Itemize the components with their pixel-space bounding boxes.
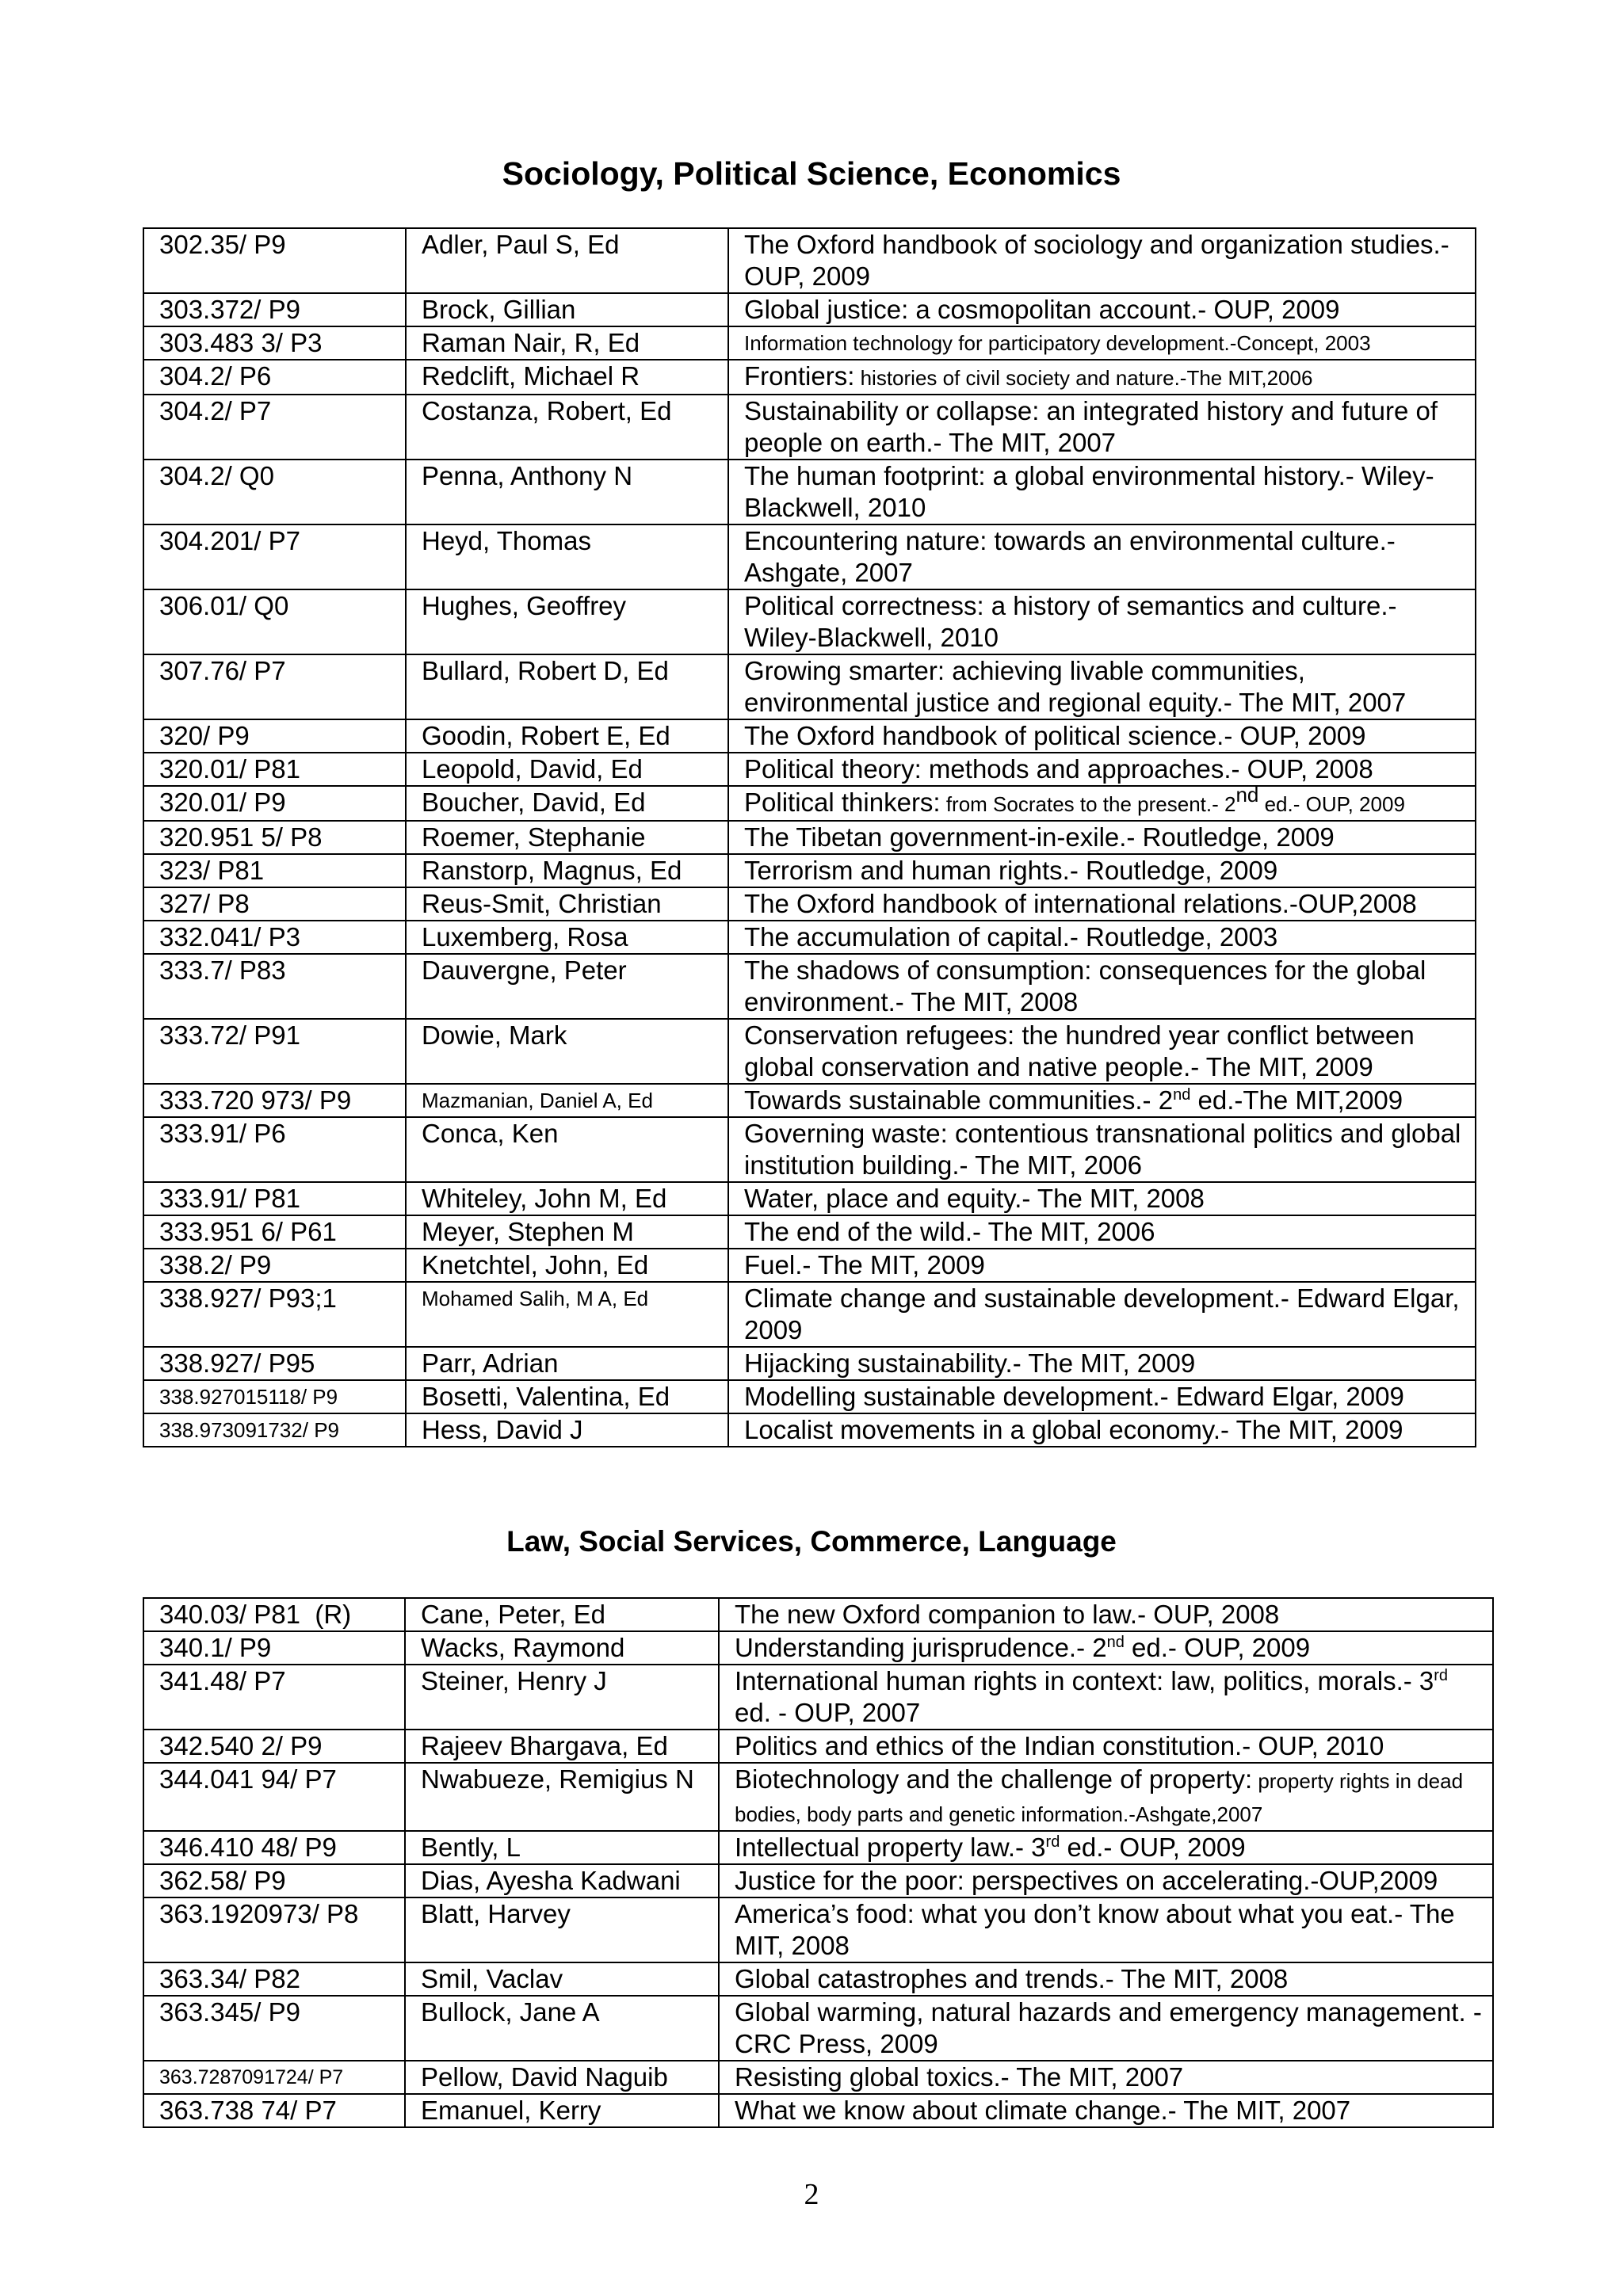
author: Ranstorp, Magnus, Ed: [406, 854, 728, 887]
author: Parr, Adrian: [406, 1347, 728, 1380]
author: Dowie, Mark: [406, 1019, 728, 1084]
table-row: [143, 1996, 1493, 2061]
table-row: [143, 1249, 1476, 1282]
author: Hughes, Geoffrey: [406, 589, 728, 654]
table-row: [143, 395, 1476, 460]
book-title: [719, 1763, 1493, 1831]
author: Boucher, David, Ed: [406, 786, 728, 821]
author: Redclift, Michael R: [406, 360, 728, 395]
author: Dias, Ayesha Kadwani: [405, 1864, 719, 1897]
title-main: Towards sustainable communities.- 2: [744, 1085, 1174, 1115]
author: Costanza, Robert, Ed: [406, 395, 728, 460]
call-number: 363.1920973/ P8: [143, 1897, 405, 1962]
call-number: 341.48/ P7: [143, 1665, 405, 1730]
author: Conca, Ken: [406, 1117, 728, 1182]
call-number: 303.372/ P9: [143, 293, 406, 326]
call-number: 333.72/ P91: [143, 1019, 406, 1084]
author: Penna, Anthony N: [406, 460, 728, 524]
title-main: International human rights in context: law, politics, morals.- 3: [735, 1666, 1434, 1695]
author: Leopold, David, Ed: [406, 753, 728, 786]
title-subtitle: histories of civil society and nature.-The MIT,2006: [854, 366, 1313, 390]
author: Emanuel, Kerry: [405, 2094, 719, 2127]
book-title: Global catastrophes and trends.- The MIT, 2008: [719, 1962, 1493, 1996]
book-title: [728, 786, 1476, 821]
book-title: Political theory: methods and approaches.- OUP, 2008: [728, 753, 1476, 786]
author: Mohamed Salih, M A, Ed: [406, 1282, 728, 1347]
table-row: [143, 1282, 1476, 1347]
title-main: Understanding jurisprudence.- 2: [735, 1633, 1107, 1662]
author: Smil, Vaclav: [405, 1962, 719, 1996]
book-title: Politics and ethics of the Indian constitution.- OUP, 2010: [719, 1730, 1493, 1763]
title-edition: ed. - OUP, 2007: [735, 1698, 921, 1727]
title-subtitle: property rights in dead bodies, body parts and genetic information.-Ashgate,2007: [735, 1769, 1464, 1826]
title-main: Intellectual property law.- 3: [735, 1833, 1046, 1862]
table-row: [143, 921, 1476, 954]
table-row: [143, 887, 1476, 921]
book-title: The human footprint: a global environmental history.- Wiley-Blackwell, 2010: [728, 460, 1476, 524]
ordinal-suffix: nd: [1173, 1086, 1191, 1104]
call-number: 320.01/ P81: [143, 753, 406, 786]
call-number: 363.345/ P9: [143, 1996, 405, 2061]
book-title: Justice for the poor: perspectives on accelerating.-OUP,2009: [719, 1864, 1493, 1897]
title-main: Political thinkers:: [744, 788, 941, 817]
call-number: 320.01/ P9: [143, 786, 406, 821]
call-number: 338.973091732/ P9: [143, 1413, 406, 1447]
title-edition: ed.- OUP, 2009: [1124, 1633, 1311, 1662]
author: Heyd, Thomas: [406, 524, 728, 589]
book-title: Localist movements in a global economy.- The MIT, 2009: [728, 1413, 1476, 1447]
table-row: [143, 1380, 1476, 1413]
title-edition: ed.- OUP, 2009: [1258, 792, 1405, 816]
book-title: [719, 1831, 1493, 1864]
table-row: [143, 524, 1476, 589]
call-number: 323/ P81: [143, 854, 406, 887]
table-row: [143, 854, 1476, 887]
book-title: Resisting global toxics.- The MIT, 2007: [719, 2061, 1493, 2094]
section-heading-sociology: Sociology, Political Science, Economics: [502, 155, 1121, 192]
table-row: [143, 1631, 1493, 1665]
book-title: [719, 1631, 1493, 1665]
call-number: 363.34/ P82: [143, 1962, 405, 1996]
title-edition: ed.-The MIT,2009: [1190, 1085, 1403, 1115]
call-number: 304.2/ Q0: [143, 460, 406, 524]
author: Wacks, Raymond: [405, 1631, 719, 1665]
table-row: [143, 1182, 1476, 1215]
author: Steiner, Henry J: [405, 1665, 719, 1730]
table-row: [143, 1665, 1493, 1730]
book-title: Encountering nature: towards an environmental culture.- Ashgate, 2007: [728, 524, 1476, 589]
book-title: Growing smarter: achieving livable communities, environmental justice and regional equity.- The MIT, 2007: [728, 654, 1476, 719]
book-title: Terrorism and human rights.- Routledge, 2009: [728, 854, 1476, 887]
author: Reus-Smit, Christian: [406, 887, 728, 921]
author: Knetchtel, John, Ed: [406, 1249, 728, 1282]
ordinal-suffix: rd: [1434, 1667, 1449, 1684]
author: Cane, Peter, Ed: [405, 1598, 719, 1631]
catalog-table-sociology: [143, 227, 1476, 1447]
call-number: 363.7287091724/ P7: [143, 2061, 405, 2094]
table-row: [143, 2061, 1493, 2094]
author: Adler, Paul S, Ed: [406, 228, 728, 293]
call-number: 338.927/ P93;1: [143, 1282, 406, 1347]
table-row: [143, 1347, 1476, 1380]
call-number: 340.1/ P9: [143, 1631, 405, 1665]
book-title: The Oxford handbook of international relations.-OUP,2008: [728, 887, 1476, 921]
author: Rajeev Bhargava, Ed: [405, 1730, 719, 1763]
call-number: 333.720 973/ P9: [143, 1084, 406, 1117]
table-row: [143, 326, 1476, 360]
book-title: [719, 1665, 1493, 1730]
book-title: Governing waste: contentious transnational politics and global institution building.- The MIT, 2006: [728, 1117, 1476, 1182]
book-title: [728, 1084, 1476, 1117]
table-row: [143, 1117, 1476, 1182]
table-row: [143, 719, 1476, 753]
table-row: [143, 1215, 1476, 1249]
call-number: 342.540 2/ P9: [143, 1730, 405, 1763]
table-row: [143, 1730, 1493, 1763]
call-number: 302.35/ P9: [143, 228, 406, 293]
table-row: [143, 1831, 1493, 1864]
author: Bosetti, Valentina, Ed: [406, 1380, 728, 1413]
table-row: [143, 1864, 1493, 1897]
ordinal-suffix: rd: [1045, 1833, 1060, 1851]
title-main: Biotechnology and the challenge of property:: [735, 1764, 1253, 1794]
call-number: 338.927015118/ P9: [143, 1380, 406, 1413]
book-title: The accumulation of capital.- Routledge, 2003: [728, 921, 1476, 954]
table-row: [143, 1019, 1476, 1084]
call-number: 346.410 48/ P9: [143, 1831, 405, 1864]
call-number: 303.483 3/ P3: [143, 326, 406, 360]
author: Mazmanian, Daniel A, Ed: [406, 1084, 728, 1117]
book-title: Political correctness: a history of semantics and culture.- Wiley-Blackwell, 2010: [728, 589, 1476, 654]
book-title: What we know about climate change.- The MIT, 2007: [719, 2094, 1493, 2127]
call-number: 307.76/ P7: [143, 654, 406, 719]
table-row: [143, 460, 1476, 524]
book-title: The shadows of consumption: consequences for the global environment.- The MIT, 2008: [728, 954, 1476, 1019]
table-row: [143, 360, 1476, 395]
page-number: 2: [804, 2178, 819, 2211]
call-number: 327/ P8: [143, 887, 406, 921]
call-number: 304.201/ P7: [143, 524, 406, 589]
call-number: 304.2/ P6: [143, 360, 406, 395]
author: Roemer, Stephanie: [406, 821, 728, 854]
author: Nwabueze, Remigius N: [405, 1763, 719, 1831]
call-number: 333.7/ P83: [143, 954, 406, 1019]
title-subtitle: from Socrates to the present.- 2: [940, 792, 1236, 816]
author: Brock, Gillian: [406, 293, 728, 326]
section-heading-law: Law, Social Services, Commerce, Language: [506, 1525, 1117, 1558]
table-row: [143, 1598, 1493, 1631]
table-row: [143, 1897, 1493, 1962]
author: Dauvergne, Peter: [406, 954, 728, 1019]
call-number: 320/ P9: [143, 719, 406, 753]
table-row: [143, 228, 1476, 293]
book-title: [728, 360, 1476, 395]
call-number: 304.2/ P7: [143, 395, 406, 460]
book-title: The Oxford handbook of sociology and organization studies.- OUP, 2009: [728, 228, 1476, 293]
table-row: [143, 1084, 1476, 1117]
book-title: Sustainability or collapse: an integrated history and future of people on earth.- The MIT, 2007: [728, 395, 1476, 460]
author: Goodin, Robert E, Ed: [406, 719, 728, 753]
ordinal-suffix: nd: [1235, 786, 1259, 807]
title-edition: ed.- OUP, 2009: [1060, 1833, 1246, 1862]
author: Bullock, Jane A: [405, 1996, 719, 2061]
call-number: 338.2/ P9: [143, 1249, 406, 1282]
book-title: The end of the wild.- The MIT, 2006: [728, 1215, 1476, 1249]
author: Bullard, Robert D, Ed: [406, 654, 728, 719]
title-main: Frontiers:: [744, 361, 855, 391]
table-row: [143, 1763, 1493, 1831]
book-title: Modelling sustainable development.- Edward Elgar, 2009: [728, 1380, 1476, 1413]
call-number: 333.91/ P81: [143, 1182, 406, 1215]
book-title: Global justice: a cosmopolitan account.- OUP, 2009: [728, 293, 1476, 326]
author: Meyer, Stephen M: [406, 1215, 728, 1249]
table-row: [143, 786, 1476, 821]
table-row: [143, 2094, 1493, 2127]
book-title: Hijacking sustainability.- The MIT, 2009: [728, 1347, 1476, 1380]
catalog-table-law: [143, 1597, 1494, 2128]
call-number: 340.03/ P81 (R): [143, 1598, 405, 1631]
table-row: [143, 753, 1476, 786]
table-row: [143, 821, 1476, 854]
call-number: 332.041/ P3: [143, 921, 406, 954]
ordinal-suffix: nd: [1106, 1634, 1125, 1651]
table-row: [143, 293, 1476, 326]
call-number: 362.58/ P9: [143, 1864, 405, 1897]
author: Bently, L: [405, 1831, 719, 1864]
table-row: [143, 1413, 1476, 1447]
book-title: The Tibetan government-in-exile.- Routledge, 2009: [728, 821, 1476, 854]
author: Hess, David J: [406, 1413, 728, 1447]
call-number: 306.01/ Q0: [143, 589, 406, 654]
table-row: [143, 654, 1476, 719]
table-row: [143, 1962, 1493, 1996]
table-row: [143, 589, 1476, 654]
author: Blatt, Harvey: [405, 1897, 719, 1962]
author: Raman Nair, R, Ed: [406, 326, 728, 360]
book-title: Climate change and sustainable development.- Edward Elgar, 2009: [728, 1282, 1476, 1347]
book-title: Information technology for participatory development.-Concept, 2003: [728, 326, 1476, 360]
book-title: Conservation refugees: the hundred year conflict between global conservation and native people.- The MIT, 2009: [728, 1019, 1476, 1084]
book-title: Water, place and equity.- The MIT, 2008: [728, 1182, 1476, 1215]
call-number: 363.738 74/ P7: [143, 2094, 405, 2127]
book-title: Fuel.- The MIT, 2009: [728, 1249, 1476, 1282]
book-title: America’s food: what you don’t know about what you eat.- The MIT, 2008: [719, 1897, 1493, 1962]
call-number: 320.951 5/ P8: [143, 821, 406, 854]
call-number: 333.951 6/ P61: [143, 1215, 406, 1249]
table-row: [143, 954, 1476, 1019]
call-number: 344.041 94/ P7: [143, 1763, 405, 1831]
author: Luxemberg, Rosa: [406, 921, 728, 954]
call-number: 338.927/ P95: [143, 1347, 406, 1380]
book-title: The new Oxford companion to law.- OUP, 2008: [719, 1598, 1493, 1631]
book-title: Global warming, natural hazards and emergency management. - CRC Press, 2009: [719, 1996, 1493, 2061]
author: Whiteley, John M, Ed: [406, 1182, 728, 1215]
author: Pellow, David Naguib: [405, 2061, 719, 2094]
book-title: The Oxford handbook of political science.- OUP, 2009: [728, 719, 1476, 753]
call-number: 333.91/ P6: [143, 1117, 406, 1182]
